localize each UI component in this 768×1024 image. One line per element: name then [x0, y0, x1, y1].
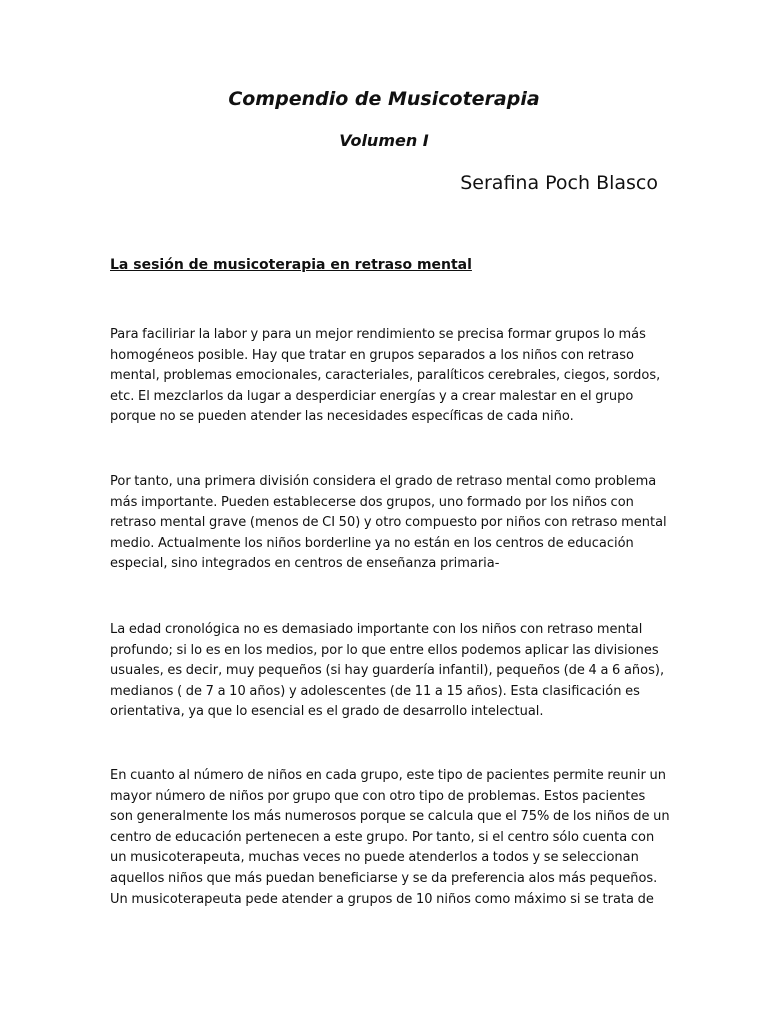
paragraph-line: La edad cronológica no es demasiado importante con los niños con retraso mental: [110, 622, 643, 637]
paragraph-line: porque no se pueden atender las necesidades específicas de cada niño.: [110, 409, 574, 425]
paragraph-line: orientativa, ya que lo esencial es el grado de desarrollo intelectual.: [110, 704, 544, 720]
paragraph-line: Un musicoterapeuta pede atender a grupos de 10 niños como máximo si se trata de: [110, 891, 654, 907]
paragraph-line: usuales, es decir, muy pequeños (si hay guardería infantil), pequeños (de 4 a 6 años),: [110, 663, 665, 679]
paragraph-line: mayor número de niños por grupo que con otro tipo de problemas. Estos pacientes: [110, 788, 646, 804]
paragraph-line: homogéneos posible. Hay que tratar en grupos separados a los niños con retraso: [110, 347, 634, 363]
paragraph-line: más importante. Pueden establecerse dos grupos, uno formado por los niños con: [110, 494, 634, 510]
paragraph-line: Por tanto, una primera división considera el grado de retraso mental como problema: [110, 474, 657, 489]
paragraph-2: [110, 472, 670, 575]
paragraph-line: son generalmente los más numerosos porque se calcula que el 75% de los niños de un: [110, 809, 670, 825]
paragraph-line: aquellos niños que más puedan beneficiarse y se da preferencia alos más pequeños.: [110, 870, 658, 886]
paragraph-line: profundo; si lo es en los medios, por lo que entre ellos podemos aplicar las divisiones: [110, 642, 659, 658]
paragraph-line: retraso mental grave (menos de CI 50) y otro compuesto por niños con retraso mental: [110, 515, 667, 531]
volume-label: Volumen I: [339, 131, 429, 150]
paragraph-line: especial, sino integrados en centros de enseñanza primaria-: [110, 556, 500, 572]
paragraph-line: centro de educación pertenecen a este grupo. Por tanto, si el centro sólo cuenta con: [110, 829, 655, 845]
paragraph-line: En cuanto al número de niños en cada grupo, este tipo de pacientes permite reunir un: [110, 768, 666, 783]
paragraph-1: [110, 325, 670, 428]
author-name: Serafina Poch Blasco: [460, 172, 658, 194]
paragraph-4: [110, 766, 670, 910]
paragraph-line: medianos ( de 7 a 10 años) y adolescentes (de 11 a 15 años). Esta clasificación es: [110, 683, 640, 699]
paragraph-line: un musicoterapeuta, muchas veces no puede atenderlos a todos y se seleccionan: [110, 850, 639, 866]
paragraph-line: etc. El mezclarlos da lugar a desperdiciar energías y a crear malestar en el grupo: [110, 388, 634, 404]
paragraph-3: [110, 620, 670, 723]
document-title: Compendio de Musicoterapia: [228, 88, 540, 110]
paragraph-line: medio. Actualmente los niños borderline ya no están en los centros de educación: [110, 535, 634, 551]
paragraph-line: mental, problemas emocionales, caracteriales, paralíticos cerebrales, ciegos, sordos,: [110, 368, 661, 384]
paragraph-line: Para faciliriar la labor y para un mejor rendimiento se precisa formar grupos lo más: [110, 327, 646, 342]
section-heading: La sesión de musicoterapia en retraso mental: [110, 257, 472, 273]
